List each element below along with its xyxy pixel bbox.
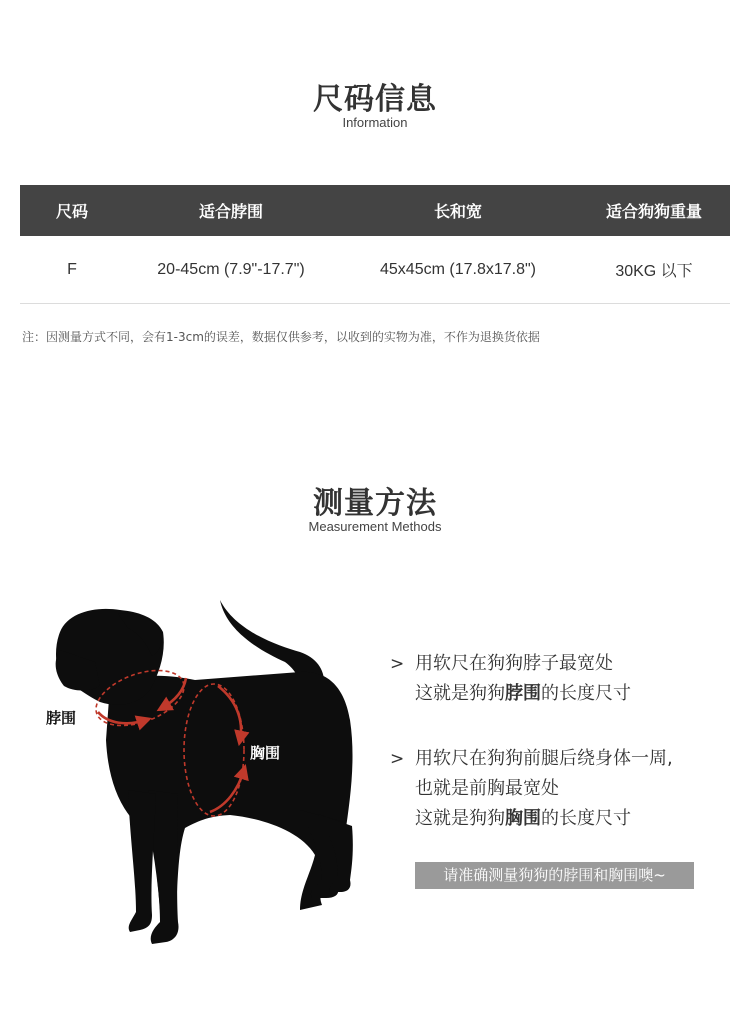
size-table xyxy=(20,185,730,304)
dog-body-icon xyxy=(56,600,353,944)
chevron-right-icon: > xyxy=(390,654,405,674)
size-info-subtitle: Information xyxy=(342,115,408,130)
tip-1-line-1 xyxy=(390,649,740,679)
tip-1-post: 的长度尺寸 xyxy=(541,683,631,704)
chest-figure-label: 胸围 xyxy=(250,744,281,762)
tip-2-line-1 xyxy=(390,744,740,774)
size-info-title: 尺码信息 xyxy=(313,82,437,117)
cell-length-width: 45x45cm (17.8x17.8") xyxy=(380,260,536,278)
header-neck: 适合脖围 xyxy=(198,202,263,221)
tip-2-pre: 这就是狗狗 xyxy=(415,808,505,829)
tip-1-bold: 脖围 xyxy=(505,683,541,704)
table-header xyxy=(20,185,730,236)
header-length-width: 长和宽 xyxy=(433,202,482,221)
measure-reminder-banner: 请准确测量狗狗的脖围和胸围噢~ xyxy=(415,862,694,889)
dog-silhouette-figure xyxy=(0,590,380,960)
cell-size: F xyxy=(67,260,77,278)
tip-2-text: 用软尺在狗狗前腿后绕身体一周, xyxy=(415,748,673,769)
cell-weight: 30KG 以下 xyxy=(615,263,693,280)
measurement-tips xyxy=(390,649,740,834)
tip-1-line-2 xyxy=(390,679,740,709)
chevron-right-icon: > xyxy=(390,749,405,769)
method-title: 测量方法 xyxy=(313,486,437,521)
tip-2-post: 的长度尺寸 xyxy=(541,808,631,829)
neck-figure-label: 脖围 xyxy=(46,709,77,727)
tip-2-line-3 xyxy=(390,804,740,834)
tip-2-line-2: 也就是前胸最宽处 xyxy=(415,778,559,799)
table-row xyxy=(20,236,730,304)
tip-1-text: 用软尺在狗狗脖子最宽处 xyxy=(415,653,613,674)
tip-2-bold: 胸围 xyxy=(505,808,541,829)
size-note: 注：因测量方式不同，会有1-3cm的误差，数据仅供参考，以收到的实物为准，不作为退换货依据 xyxy=(22,330,540,344)
method-subtitle: Measurement Methods xyxy=(308,519,442,534)
cell-neck: 20-45cm (7.9"-17.7") xyxy=(157,260,305,278)
header-weight: 适合狗狗重量 xyxy=(605,202,702,221)
header-size: 尺码 xyxy=(55,202,88,221)
tip-1-pre: 这就是狗狗 xyxy=(415,683,505,704)
